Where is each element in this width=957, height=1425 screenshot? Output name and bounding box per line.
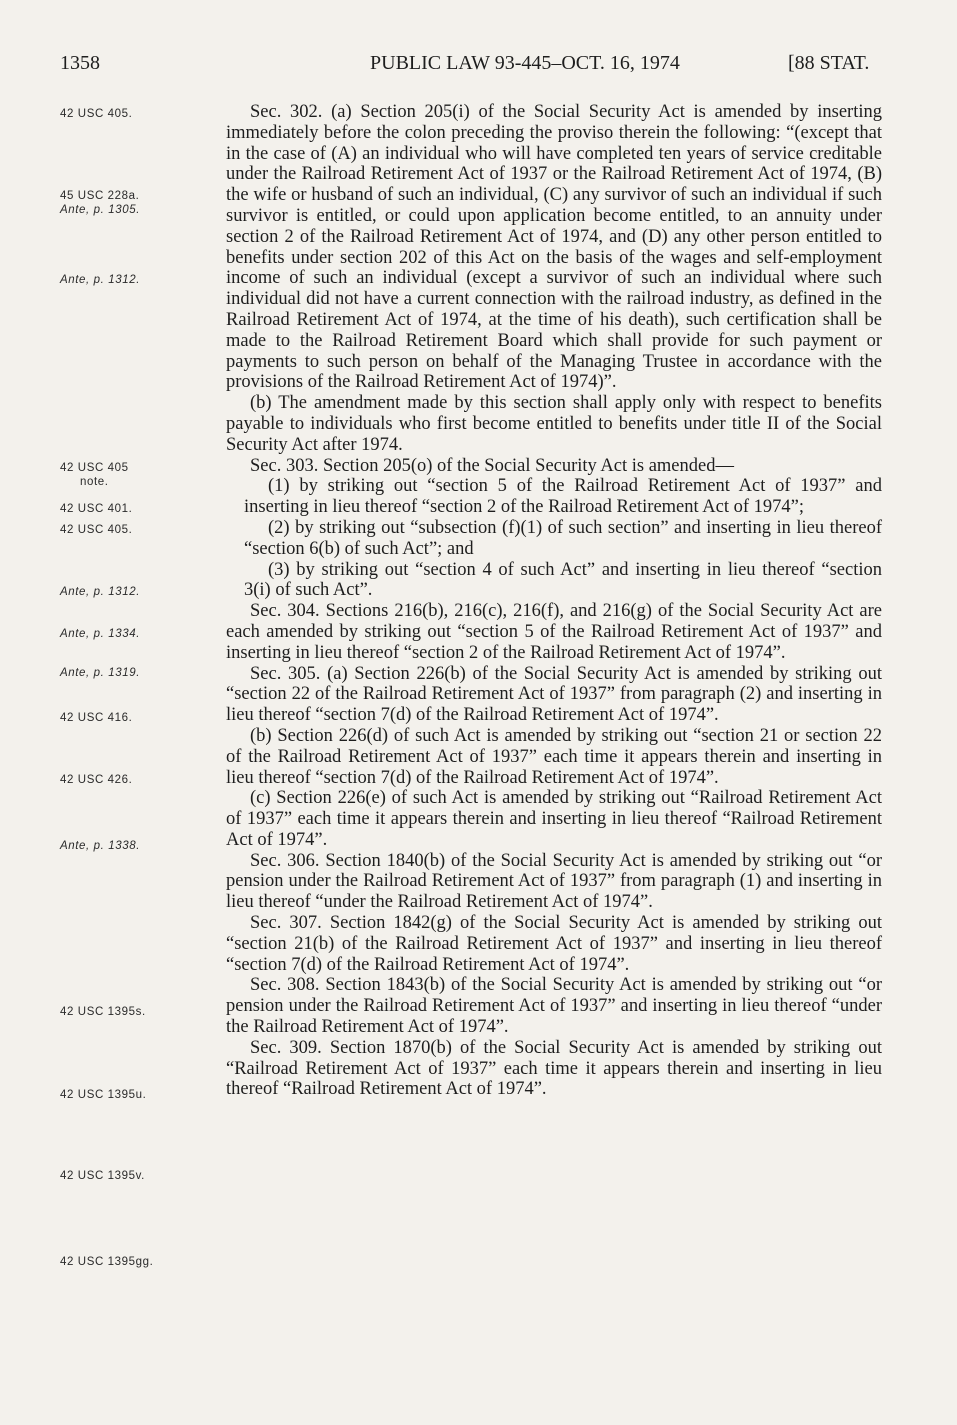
section-303-item-2: (2) by striking out “subsection (f)(1) of such section” and inserting in lieu thereof “section 6(b) of such Act”; and (244, 517, 882, 559)
section-309: Sec. 309. Section 1870(b) of the Social Security Act is amended by striking out “Railroad Retirement Act of 1937” each time it appears therein and inserting in lieu thereof “Railroad Retirement Act of 1974”. (226, 1037, 882, 1100)
page-header (60, 52, 880, 82)
document-body (226, 102, 882, 1100)
margin-note: Ante, p. 1312. (60, 274, 141, 286)
margin-note: 42 USC 405. (60, 108, 133, 120)
section-302b: (b) The amendment made by this section shall apply only with respect to benefits payable to individuals who first become entitled to benefits under title II of the Social Security Act after 1974. (226, 393, 882, 455)
margin-note: 42 USC 405 (60, 462, 129, 474)
page-number: 1358 (60, 52, 100, 74)
margin-note: 42 USC 426. (60, 774, 133, 786)
section-302a: Sec. 302. (a) Section 205(i) of the Social Security Act is amended by inserting immediately before the colon preceding the proviso therein the following: “(except that in the case of (A) an individual who will have completed ten years of service creditable under the Railroad Retirement Act of 1937 or the Railroad Retirement Act of 1974, (B) the wife or husband of such an individual, (C) any survivor of such an individual if such survivor is entitled, or could upon application become entitled, to an annuity under section 2 of the Railroad Retirement Act of 1974, and (D) any other person entitled to benefits under section 202 of this Act on the basis of the wages and self-employment income of such an individual (except a survivor of such an individual where such individual did not have a current connection with the railroad industry, as defined in the Railroad Retirement Act of 1974, at the time of his death), such certification shall be made to the Railroad Retirement Board which shall provide for such payment or payments to such person on behalf of the Managing Trustee in accordance with the provisions of the Railroad Retirement Act of 1974)”. (226, 102, 882, 393)
statute-reference: [88 STAT. (788, 52, 870, 74)
margin-note: Ante, p. 1334. (60, 628, 141, 640)
margin-note: 42 USC 416. (60, 712, 133, 724)
margin-note: Ante, p. 1312. (60, 586, 141, 598)
margin-note: 42 USC 1395s. (60, 1006, 146, 1018)
margin-note: 42 USC 1395u. (60, 1089, 147, 1101)
section-303: Sec. 303. Section 205(o) of the Social Security Act is amended— (250, 455, 734, 476)
margin-note: Ante, p. 1338. (60, 840, 141, 852)
section-303-item-1: (1) by striking out “section 5 of the Railroad Retirement Act of 1937” and inserting in lieu thereof “section 2 of the Railroad Retirement Act of 1974”; (244, 476, 882, 518)
section-305a: Sec. 305. (a) Section 226(b) of the Social Security Act is amended by striking out “section 22 of the Railroad Retirement Act of 1937” from paragraph (2) and inserting in lieu thereof “section 7(d) of the Railroad Retirement Act of 1974”. (226, 663, 882, 726)
margin-note: Ante, p. 1305. (60, 204, 141, 216)
section-303-item-3: (3) by striking out “section 4 of such Act” and inserting in lieu thereof “section 3(i) of such Act”. (244, 559, 882, 601)
margin-note: 42 USC 405. (60, 524, 133, 536)
margin-note: note. (80, 476, 109, 488)
section-304: Sec. 304. Sections 216(b), 216(c), 216(f), and 216(g) of the Social Security Act are each amended by striking out “section 5 of the Railroad Retirement Act of 1937” and inserting in lieu thereof “section 2 of the Railroad Retirement Act of 1974”. (226, 601, 882, 663)
section-307: Sec. 307. Section 1842(g) of the Social Security Act is amended by striking out “section 21(b) of the Railroad Retirement Act of 1937” and inserting in lieu thereof “section 7(d) of the Railroad Retirement Act of 1974”. (226, 913, 882, 975)
margin-note: 42 USC 1395v. (60, 1170, 145, 1182)
margin-note: 45 USC 228a. (60, 190, 140, 202)
section-308: Sec. 308. Section 1843(b) of the Social Security Act is amended by striking out “or pension under the Railroad Retirement Act of 1937” and inserting in lieu thereof “under the Railroad Retirement Act of 1974”. (226, 975, 882, 1038)
section-305c: (c) Section 226(e) of such Act is amended by striking out “Railroad Retirement Act of 1937” each time it appears therein and inserting in lieu thereof “Railroad Retirement Act of 1974”. (226, 788, 882, 850)
margin-note: 42 USC 401. (60, 503, 133, 515)
section-305b: (b) Section 226(d) of such Act is amended by striking out “section 21 or section 22 of the Railroad Retirement Act of 1937” each time it appears therein and inserting in lieu thereof “section 7(d) of the Railroad Retirement Act of 1974”. (226, 725, 882, 788)
section-306: Sec. 306. Section 1840(b) of the Social Security Act is amended by striking out “or pension under the Railroad Retirement Act of 1937” from paragraph (1) and inserting in lieu thereof “under the Railroad Retirement Act of 1974”. (226, 850, 882, 913)
margin-note: Ante, p. 1319. (60, 667, 141, 679)
margin-note: 42 USC 1395gg. (60, 1256, 154, 1268)
page-title: PUBLIC LAW 93-445–OCT. 16, 1974 (370, 52, 680, 74)
